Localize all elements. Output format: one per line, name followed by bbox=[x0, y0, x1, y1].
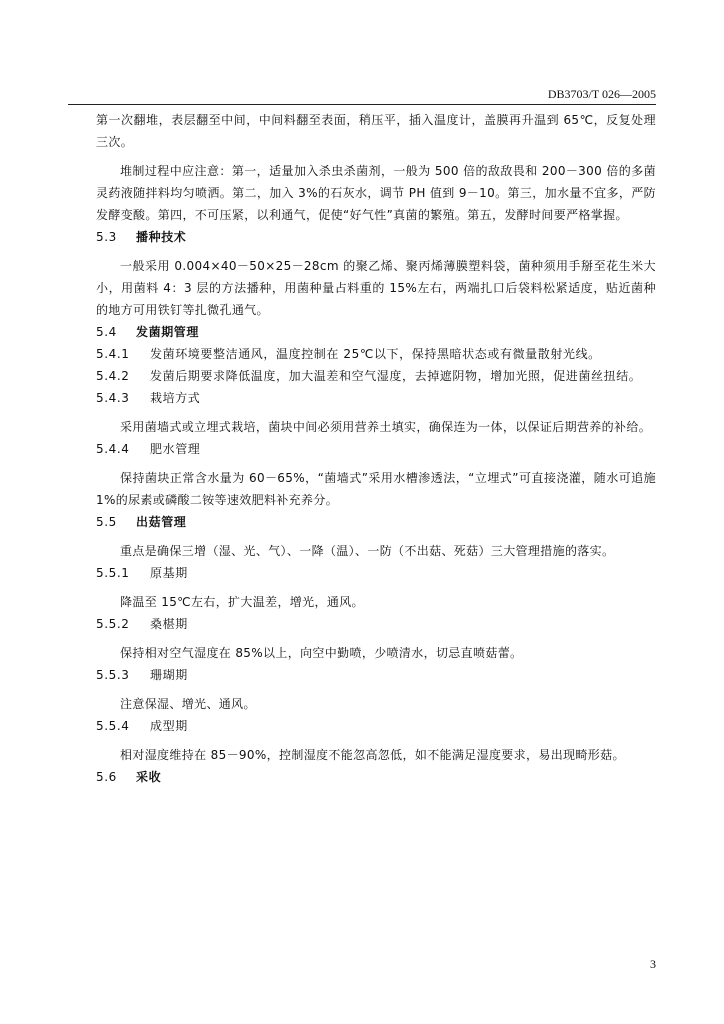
clause-5-4-2 bbox=[96, 365, 656, 387]
section-title: 桑椹期 bbox=[150, 617, 188, 631]
section-heading-5-4 bbox=[96, 321, 656, 343]
paragraph: 保持菌块正常含水量为 60－65%，“菌墙式”采用水槽渗透法，“立埋式”可直接浇灌，随水可追施 1%的尿素或磷酸二铵等速效肥料补充养分。 bbox=[96, 471, 656, 507]
section-number: 5.4.4 bbox=[96, 442, 130, 456]
section-heading-5-6 bbox=[96, 766, 656, 788]
clause-text: 发菌环境要整洁通风，温度控制在 25℃以下，保持黑暗状态或有微量散射光线。 bbox=[150, 347, 601, 361]
section-number: 5.5.1 bbox=[96, 566, 130, 580]
section-number: 5.6 bbox=[96, 770, 117, 784]
section-title: 珊瑚期 bbox=[150, 668, 188, 682]
section-number: 5.3 bbox=[96, 230, 117, 244]
section-number: 5.5.2 bbox=[96, 617, 130, 631]
section-title: 栽培方式 bbox=[150, 391, 201, 405]
section-heading-5-4-3 bbox=[96, 387, 656, 409]
section-number: 5.5 bbox=[96, 515, 117, 529]
paragraph: 堆制过程中应注意：第一，适量加入杀虫杀菌剂，一般为 500 倍的敌敌畏和 200－300 倍的多菌灵药液随拌料均匀喷洒。第二，加入 3%的石灰水，调节 PH 值到 9－10。第三，加水量不宜多，严防发酵变酸。第四，不可压紧，以利通气，促使“好气性”真菌的繁殖。第五，发酵时间要严格掌握。 bbox=[96, 164, 656, 222]
section-title: 出菇管理 bbox=[136, 515, 187, 529]
document-code: DB3703/T 026—2005 bbox=[547, 87, 656, 101]
section-heading-5-5-1 bbox=[96, 562, 656, 584]
section-heading-5-5 bbox=[96, 511, 656, 533]
paragraph: 降温至 15℃左右，扩大温差，增光，通风。 bbox=[120, 595, 364, 609]
section-number: 5.4.2 bbox=[96, 369, 130, 383]
paragraph: 注意保湿、增光、通风。 bbox=[120, 697, 256, 711]
paragraph: 采用菌墙式或立埋式栽培，菌块中间必须用营养土填实，确保连为一体，以保证后期营养的补给。 bbox=[120, 420, 652, 434]
clause-5-4-1 bbox=[96, 343, 656, 365]
section-title: 发菌期管理 bbox=[136, 325, 200, 339]
section-number: 5.5.4 bbox=[96, 719, 130, 733]
section-title: 肥水管理 bbox=[150, 442, 201, 456]
section-title: 播种技术 bbox=[136, 230, 187, 244]
page-number: 3 bbox=[650, 957, 656, 971]
section-heading-5-5-3 bbox=[96, 664, 656, 686]
clause-text: 发菌后期要求降低温度，加大温差和空气湿度，去掉遮阴物，增加光照，促进菌丝扭结。 bbox=[150, 369, 642, 383]
paragraph: 相对湿度维持在 85－90%，控制湿度不能忽高忽低，如不能满足湿度要求，易出现畸形菇。 bbox=[120, 748, 625, 762]
paragraph: 一般采用 0.004×40－50×25－28cm 的聚乙烯、聚丙烯薄膜塑料袋，菌种须用手掰至花生米大小，用菌料 4：3 层的方法播种，用菌种量占料重的 15%左右，两端扎口后袋料松紧适度，贴近菌种的地方可用铁钉等扎微孔通气。 bbox=[96, 259, 656, 317]
section-heading-5-5-4 bbox=[96, 715, 656, 737]
section-number: 5.5.3 bbox=[96, 668, 130, 682]
section-title: 采收 bbox=[136, 770, 162, 784]
document-body bbox=[96, 109, 656, 788]
section-heading-5-5-2 bbox=[96, 613, 656, 635]
section-number: 5.4 bbox=[96, 325, 117, 339]
section-number: 5.4.1 bbox=[96, 347, 130, 361]
section-heading-5-4-4 bbox=[96, 438, 656, 460]
paragraph: 第一次翻堆，表层翻至中间，中间料翻至表面，稍压平，插入温度计，盖膜再升温到 65℃，反复处理三次。 bbox=[96, 113, 656, 149]
section-heading-5-3 bbox=[96, 226, 656, 248]
section-number: 5.4.3 bbox=[96, 391, 130, 405]
header-rule bbox=[68, 104, 656, 105]
section-title: 原基期 bbox=[150, 566, 188, 580]
paragraph: 重点是确保三增（湿、光、气）、一降（温）、一防（不出菇、死菇）三大管理措施的落实。 bbox=[120, 544, 615, 558]
paragraph: 保持相对空气湿度在 85%以上，向空中勤喷，少喷清水，切忌直喷菇蕾。 bbox=[120, 646, 523, 660]
section-title: 成型期 bbox=[150, 719, 188, 733]
